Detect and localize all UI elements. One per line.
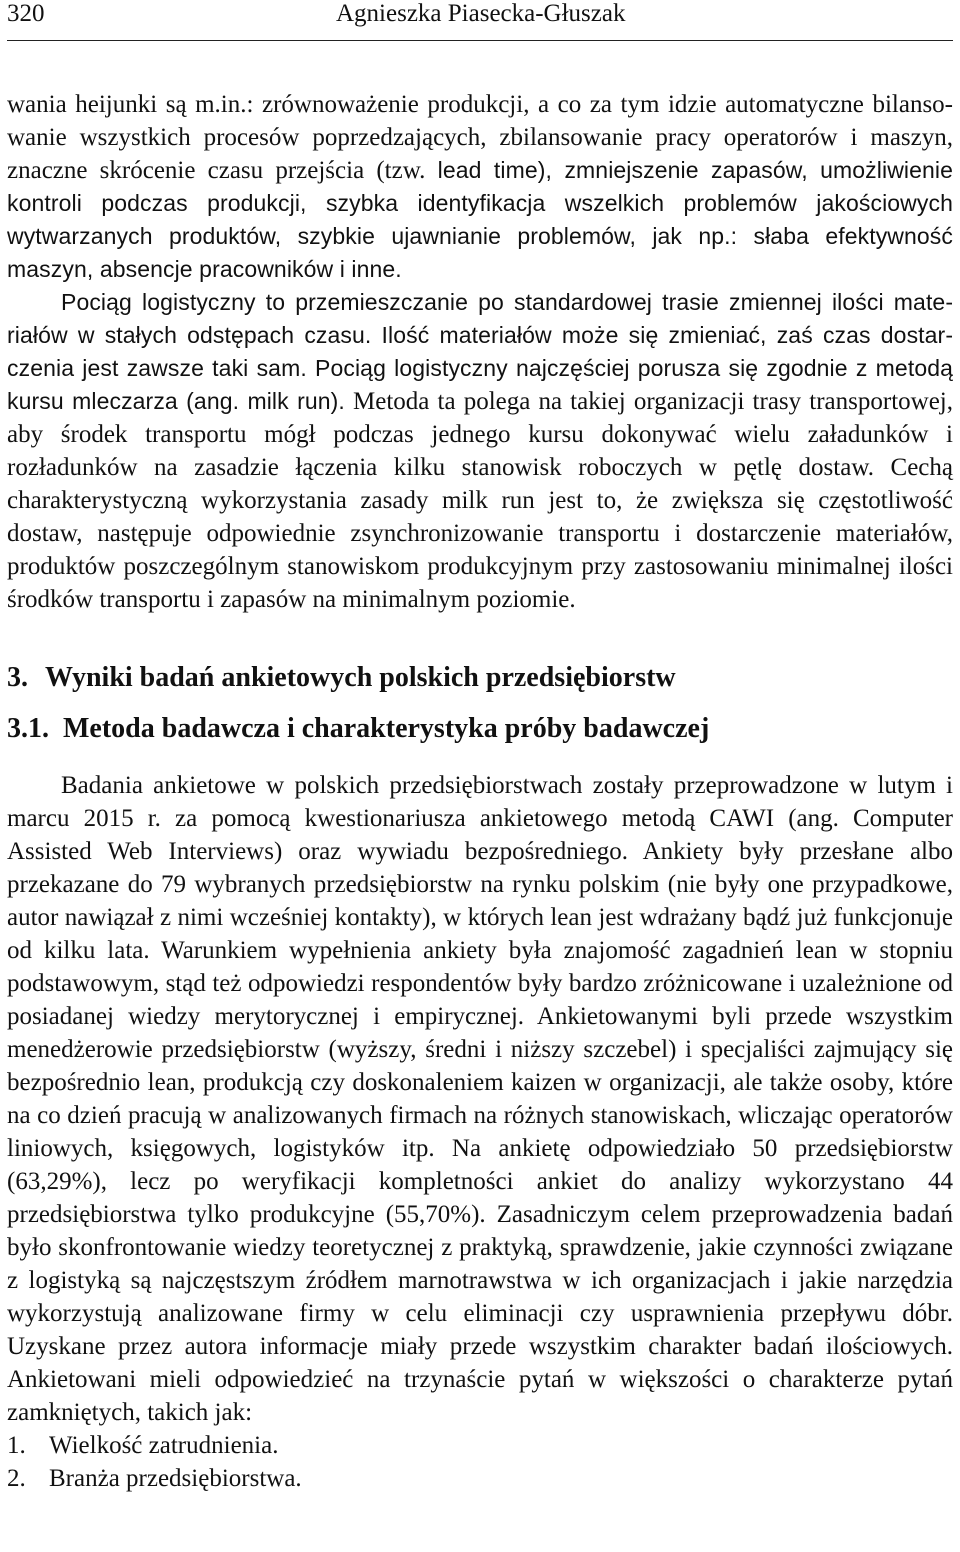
running-header: [7, 0, 953, 41]
section-heading: [7, 660, 953, 696]
list-item-text: Wielkość zatrudnienia.: [49, 1432, 279, 1459]
question-list: [7, 1429, 953, 1495]
section-title: Wyniki badań ankietowych polskich przedsiębiorstw: [45, 662, 676, 693]
paragraph-heijunki-part-a: wania heijunki są m.in.: zrównoważenie produkcji, a co za tym idzie automatyczne bilansowanie wszystkich procesów poprzedzających, zbilansowanie pracy operatorów i maszyn, znaczne skrócenie czasu przejścia (tzw.: [7, 91, 953, 184]
paragraph-logistics-train-part-a: Pociąg logistyczny to przemieszczanie po standardowej trasie zmiennej ilości materiałów w stałych odstępach czasu. Ilość materiałów może się zmieniać, zaś czas dostarczenia jest zawsze taki sam. Pociąg logistyczny najczęściej porusza się zgodnie z metodą kursu mleczarza (ang. milk run).: [7, 289, 953, 414]
paragraph-heijunki-part-b: lead time), zmniejszenie zapasów, umożliwienie kontroli podczas produkcji, szybka identyfikacja wszelkich problemów jakościowych wytwarzanych produktów, szybkie ujawnianie problemów, jak np.: słaba efektywność maszyn, absencje pracowników i inne.: [7, 157, 954, 282]
subsection-heading: [7, 711, 953, 747]
list-item-number: 2.: [7, 1465, 26, 1492]
section-number: 3.: [7, 662, 28, 693]
list-item-text: Branża przedsiębiorstwa.: [49, 1465, 302, 1492]
paragraph-logistics-train-part-b: Metoda ta polega na takiej organizacji trasy transportowej, aby środek transportu mógł podczas jednego kursu dokonywać wielu załadunków i rozładunków na zasadzie łączenia kilku stanowisk roboczych w pętlę dostaw. Cechą charakterystyczną wykorzystania zasady milk run jest to, że zwiększa się częstotliwość dostaw, następuje odpowiednie zsynchronizowanie transportu i dostarczenie materiałów, produktów poszczególnym stanowiskom produkcyjnym przy zastosowaniu minimalnej ilości środków transportu i zapasów na minimalnym poziomie.: [7, 388, 953, 613]
paragraph-research-method: Badania ankietowe w polskich przedsiębiorstwach zostały przeprowadzone w lutym i marcu 2015 r. za pomocą kwestionariusza ankietowego metodą CAWI (ang. Computer Assisted Web Interviews) oraz wywiadu bezpośredniego. Ankiety były przesłane albo przekazane do 79 wybranych przedsiębiorstw na rynku polskim (nie były one przypadkowe, autor nawiązał z nimi wcześniej kontakty), w których lean jest wdrażany bądź już funkcjonuje od kilku lata. Warunkiem wypełnienia ankiety była znajomość zagadnień lean w stopniu podstawowym, stąd też odpowiedzi respondentów były bardzo zróżnicowane i uzależnione od posiadanej wiedzy merytorycznej i empirycznej. Ankietowanymi byli przede wszystkim menedżerowie przedsiębiorstw (wyższy, średni i niższy szczebel) i specjaliści zajmujący się bezpośrednio lean, produkcją czy doskonaleniem kaizen w organizacji, ale także osoby, które na co dzień pracują w analizowanych firmach na różnych stanowiskach, wliczając operatorów liniowych, księgowych, logistyków itp. Na ankietę odpowiedziało 50 przedsiębiorstw (63,29%), lecz po weryfikacji kompletności ankiet do analizy wykorzystano 44 przedsiębiorstwa tylko produkcyjne (55,70%). Zasadniczym celem przeprowadzenia badań było skonfrontowanie wiedzy teoretycznej z praktyką, sprawdzenie, jakie czynności związane z logistyką są najczęstszym źródłem marnotrawstwa w ich organizacjach i jakie narzędzia wykorzystują analizowane firmy w celu eliminacji czy usprawnienia przepływu dóbr. Uzyskane przez autora informacje miały przede wszystkim charakter badań ilościowych. Ankietowani mieli odpowiedzieć na trzynaście pytań w większości o charakterze pytań zamkniętych, takich jak:: [7, 772, 953, 1426]
subsection-title: Metoda badawcza i charakterystyka próby badawczej: [63, 713, 710, 744]
list-item: [7, 1462, 953, 1495]
page: [7, 0, 953, 1495]
paragraph-heijunki: [7, 88, 953, 286]
list-item: [7, 1429, 953, 1462]
running-author: Agnieszka Piasecka-Głuszak: [336, 0, 626, 27]
subsection-number: 3.1.: [7, 713, 49, 744]
list-item-number: 1.: [7, 1432, 26, 1459]
paragraph-logistics-train: [7, 286, 953, 616]
page-number: 320: [7, 0, 45, 27]
